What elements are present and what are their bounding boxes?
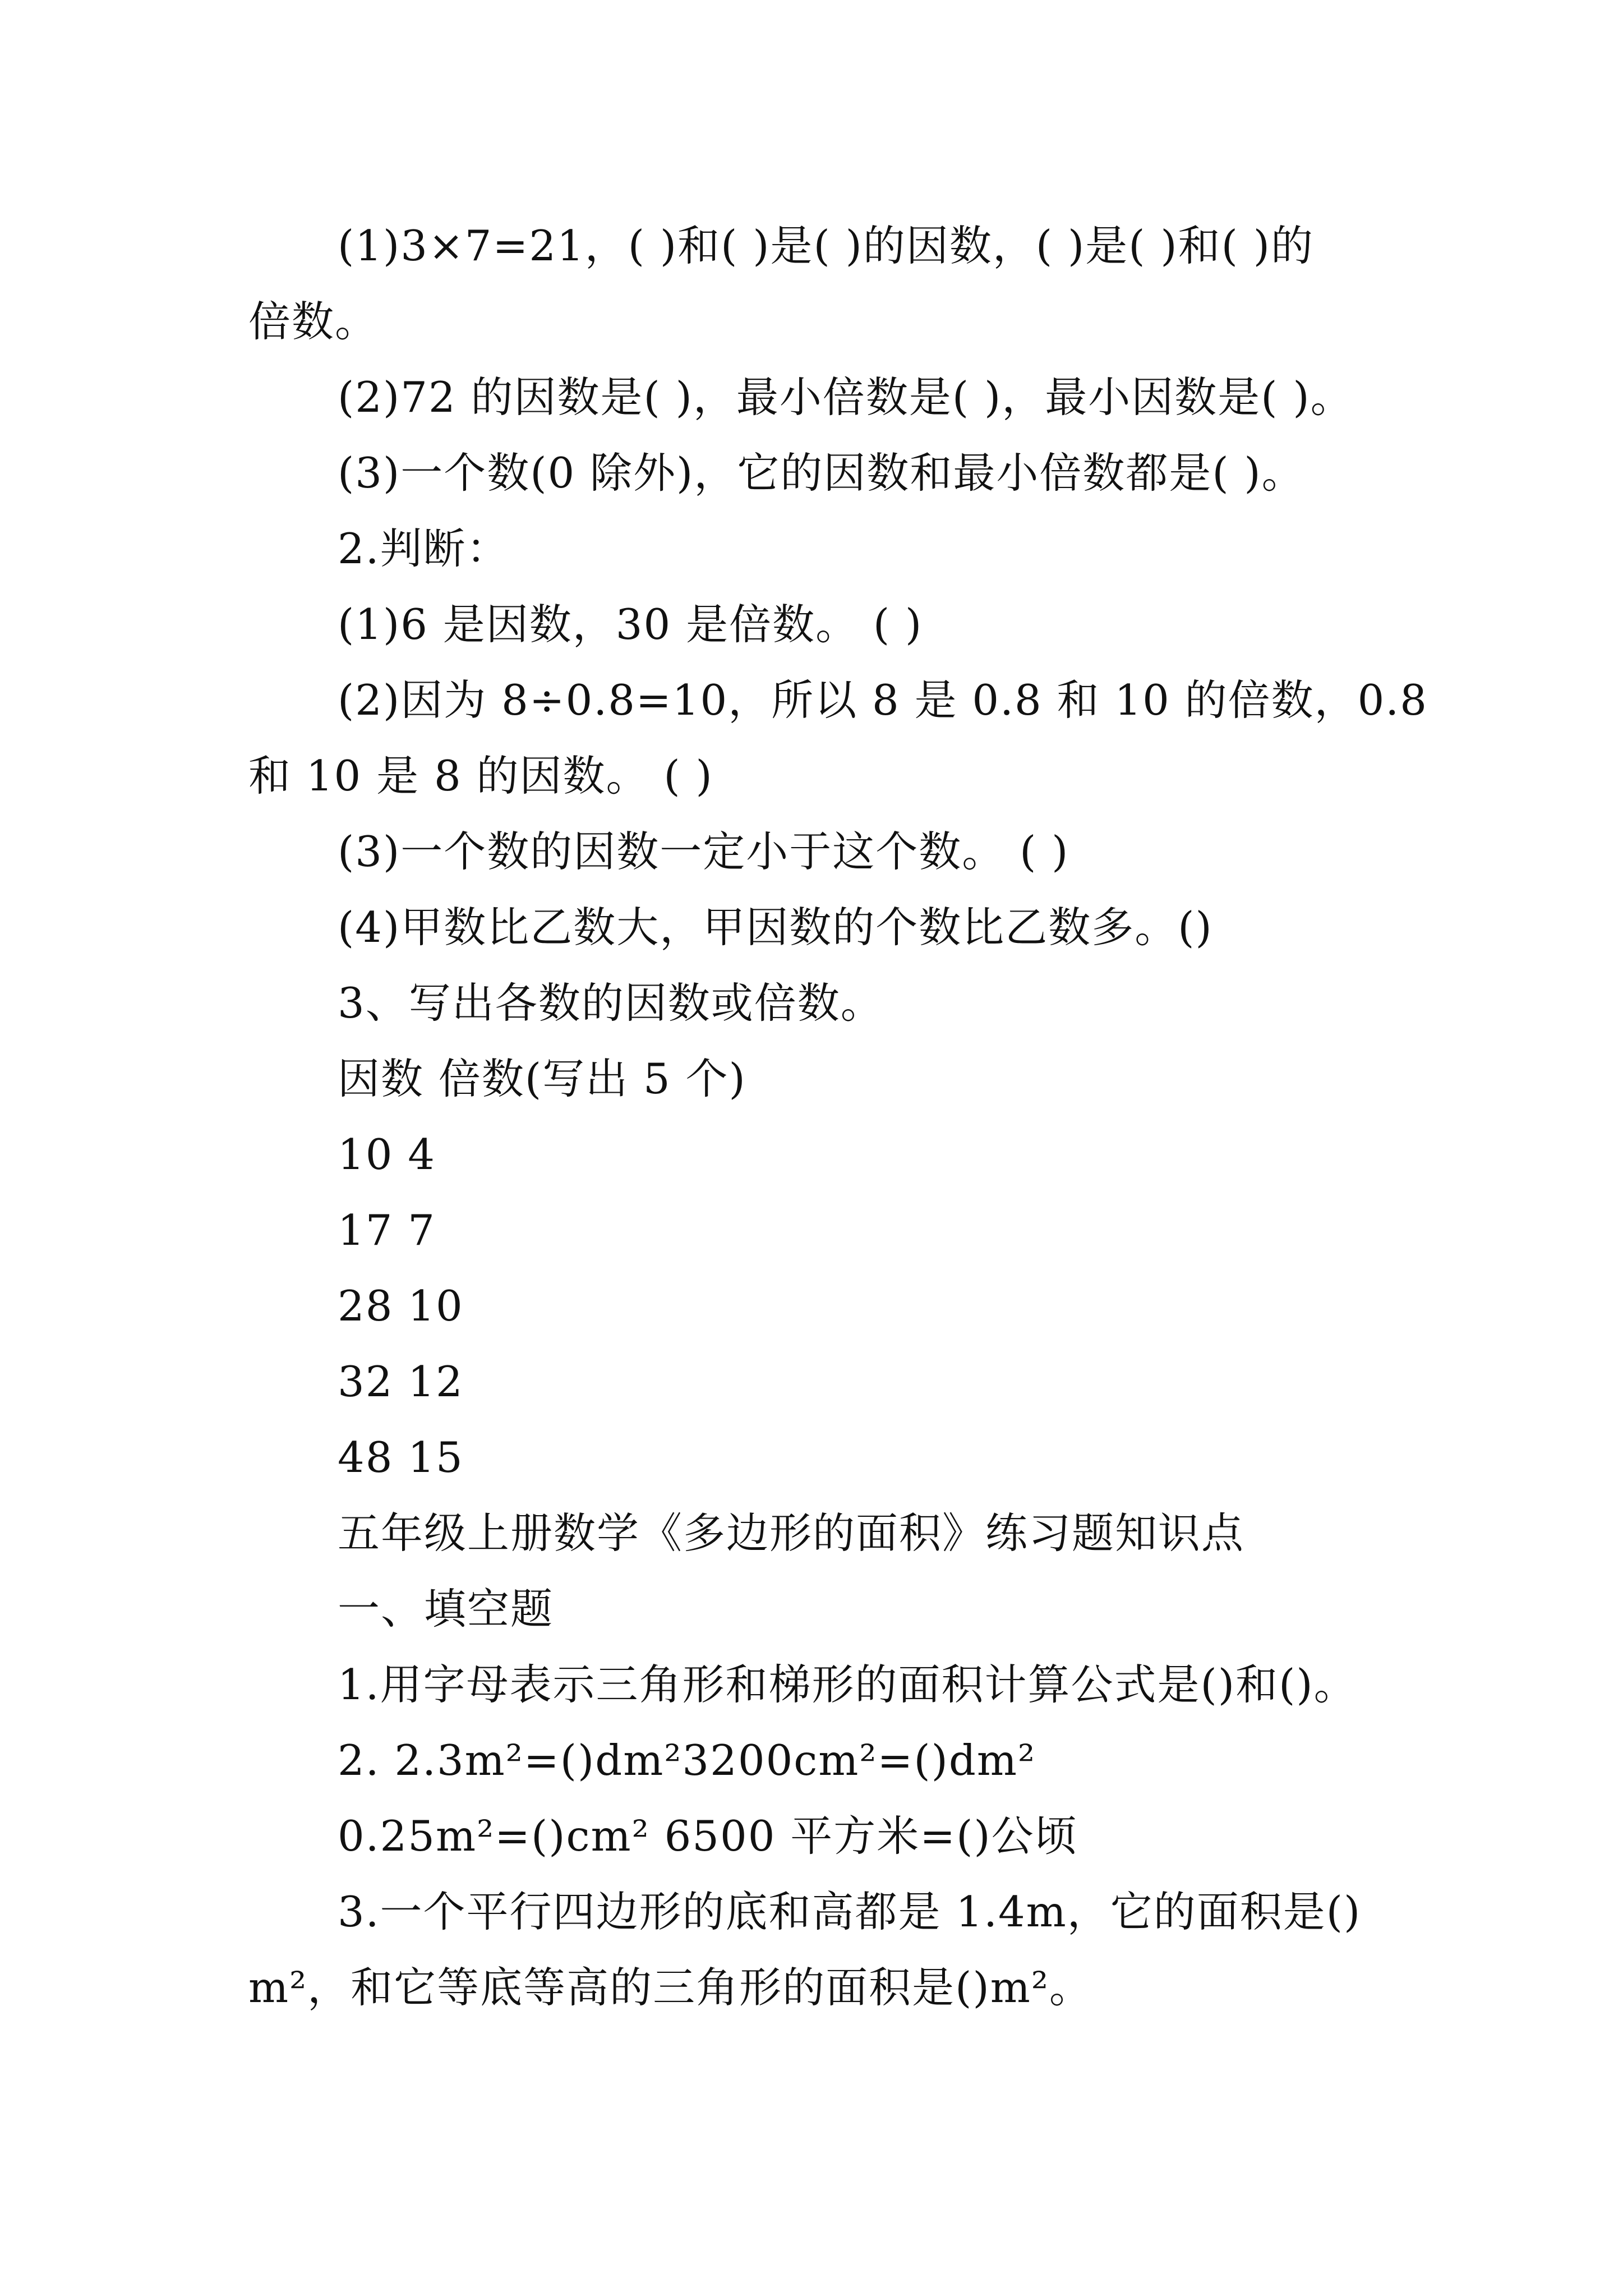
text-line-judge-2: (2)因为 8÷0.8=10，所以 8 是 0.8 和 10 的倍数，0.8 <box>338 675 1428 725</box>
text-line-judge-2-cont: 和 10 是 8 的因数。 ( ) <box>248 751 713 800</box>
text-line-fill-2: (2)72 的因数是( )，最小倍数是( )，最小因数是( )。 <box>338 372 1354 422</box>
section-heading-judge: 2.判断： <box>338 524 510 573</box>
text-line-judge-4: (4)甲数比乙数大，甲因数的个数比乙数多。() <box>338 903 1213 952</box>
table-row: 28 10 <box>338 1281 464 1331</box>
table-row: 32 12 <box>338 1357 464 1406</box>
text-line-fill-1: (1)3×7=21，( )和( )是( )的因数，( )是( )和( )的 <box>338 221 1314 270</box>
text-line-judge-1: (1)6 是因数，30 是倍数。 ( ) <box>338 600 923 649</box>
table-row: 48 15 <box>338 1433 464 1482</box>
document-title: 五年级上册数学《多边形的面积》练习题知识点 <box>338 1508 1245 1558</box>
text-line-judge-3: (3)一个数的因数一定小于这个数。 ( ) <box>338 827 1069 876</box>
text-line-area-1: 1.用字母表示三角形和梯形的面积计算公式是()和()。 <box>338 1660 1357 1709</box>
text-line-area-3-cont: m²，和它等底等高的三角形的面积是()m²。 <box>248 1963 1092 2012</box>
table-row: 17 7 <box>338 1205 436 1255</box>
text-line-fill-3: (3)一个数(0 除外)，它的因数和最小倍数都是( )。 <box>338 448 1305 498</box>
section-heading-write: 3、写出各数的因数或倍数。 <box>338 978 884 1028</box>
text-line-area-2-cont: 0.25m²=()cm² 6500 平方米=()公顷 <box>338 1811 1078 1861</box>
section-heading-fill: 一、填空题 <box>338 1584 554 1634</box>
text-line-fill-1-cont: 倍数。 <box>248 297 379 346</box>
table-row: 10 4 <box>338 1130 436 1179</box>
text-line-area-3: 3.一个平行四边形的底和高都是 1.4m，它的面积是() <box>338 1887 1362 1936</box>
text-line-area-2: 2. 2.3m²=()dm²3200cm²=()dm² <box>338 1736 1036 1785</box>
table-header-row: 因数 倍数(写出 5 个) <box>338 1054 746 1103</box>
